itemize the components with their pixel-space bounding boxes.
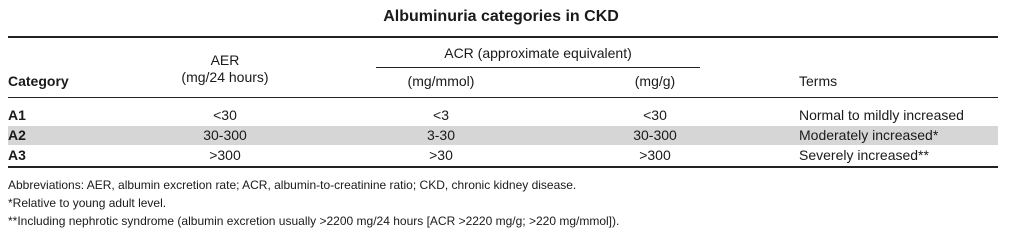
table-row — [0, 106, 1024, 125]
acr-group-rule — [376, 67, 700, 68]
table-row — [0, 126, 1024, 145]
header-acr-mmol: (mg/mmol) — [407, 73, 475, 89]
header-acr-group: ACR (approximate equivalent) — [444, 45, 632, 61]
cell-terms: Normal to mildly increased — [799, 107, 964, 123]
cell-aer: 30-300 — [203, 127, 247, 143]
footnote-relative: *Relative to young adult level. — [8, 196, 167, 210]
cell-terms: Severely increased** — [799, 147, 929, 163]
table-bottom-rule — [8, 166, 998, 168]
header-aer — [155, 52, 295, 86]
header-acr-mg: (mg/g) — [634, 73, 676, 89]
cell-acr-mmol: 3-30 — [426, 127, 456, 143]
cell-acr-mmol: <3 — [433, 107, 449, 123]
header-rule — [8, 97, 998, 98]
cell-category: A3 — [8, 147, 26, 163]
header-aer-label: AER — [210, 52, 240, 68]
cell-category: A2 — [8, 127, 26, 143]
cell-acr-mg: >300 — [639, 147, 671, 163]
table-row — [0, 146, 1024, 165]
cell-aer: <30 — [213, 107, 237, 123]
header-category: Category — [8, 73, 69, 89]
cell-acr-mg: 30-300 — [633, 127, 677, 143]
footnote-nephrotic: **Including nephrotic syndrome (albumin excretion usually >2200 mg/24 hours [ACR >2220 mg/g; >220 mg/mmol]). — [8, 214, 620, 228]
table-top-rule — [8, 36, 998, 38]
footnote-abbreviations: Abbreviations: AER, albumin excretion rate; ACR, albumin-to-creatinine ratio; CKD, chronic kidney disease. — [8, 178, 577, 192]
cell-acr-mg: <30 — [643, 107, 667, 123]
cell-acr-mmol: >30 — [429, 147, 453, 163]
cell-terms: Moderately increased* — [799, 127, 939, 143]
footnotes — [8, 176, 619, 230]
cell-aer: >300 — [209, 147, 241, 163]
table-title: Albuminuria categories in CKD — [383, 8, 619, 25]
header-terms: Terms — [799, 73, 838, 89]
header-aer-unit: (mg/24 hours) — [181, 69, 269, 85]
cell-category: A1 — [8, 107, 26, 123]
